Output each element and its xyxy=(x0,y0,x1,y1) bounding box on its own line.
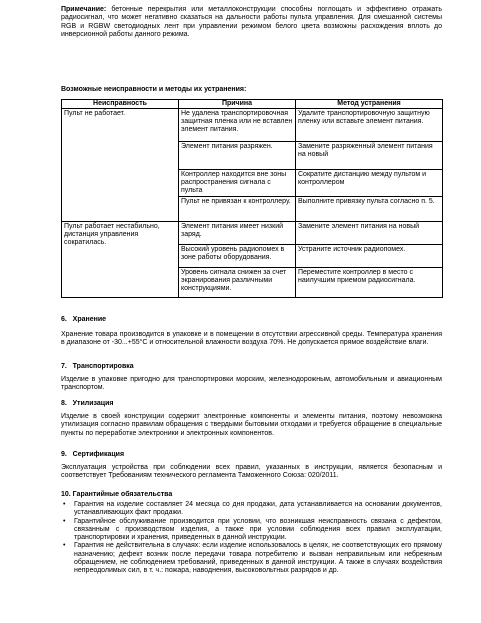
table-row xyxy=(62,222,443,245)
header-fix: Метод устранения xyxy=(296,100,443,109)
transport-text: Изделие в упаковке пригодно для транспортировки морским, железнодорожным, автомобильным и авиационным транспортом. xyxy=(61,376,442,392)
warranty-list xyxy=(61,501,442,576)
fault-cell: Пульт работает нестабильно, дистанция управления сократилась. xyxy=(62,222,179,298)
cause-cell: Элемент питания разряжен. xyxy=(179,142,296,170)
cause-cell: Высокий уровень радиопомех в зоне работы оборудования. xyxy=(179,245,296,268)
list-item: • Гарантия не действительна в случаях: если изделие использовалось в целях, не соответствующих его прямому назначению; дефект возник после передачи товара потребителю и вызван неправильным или небрежным обращением, не соблюдением требований, приведенных в данной инструкции. А также в случаях воздействия непреодолимых сил, в т. ч.: пожара, наводнения, высоковольтных разрядов и др. xyxy=(61,542,442,575)
fix-cell: Замените разряженный элемент питания на новый xyxy=(296,142,443,170)
header-fault: Неисправность xyxy=(62,100,179,109)
storage-text: Хранение товара производится в упаковке и в помещении в отсутствии агрессивной среды. Температура хранения в диапазоне от -30...+55°С и относительной влажности воздуха 70%. Не допускается прямое воздействие влаги. xyxy=(61,331,442,347)
table-header-row xyxy=(62,100,443,109)
fault-cell: Пульт не работает. xyxy=(62,109,179,222)
fix-cell: Переместите контроллер в место с наилучшим приемом радиосигнала. xyxy=(296,268,443,298)
note-text: бетонные перекрытия или металлоконструкции способны поглощать и эффективно отражать радиосигнал, что может негативно сказаться на дальности работы пульта управления. Для смешанной системы RGB и RGBW светодиодных лент при управлении режимом белого цвета возможны расхождения вплоть до инверсионной работы данного режима. xyxy=(61,6,442,38)
list-item: • Гарантийное обслуживание производится при условии, что возникшая неисправность связана с дефектом, связанным с производством изделия, а также при условии соблюдения всех правил эксплуатации, транспортировки и хранения, приведенных в данной инструкции. xyxy=(61,518,442,543)
warranty-title: 10. Гарантийные обязательства xyxy=(61,491,173,498)
cause-cell: Пульт не привязан к контроллеру. xyxy=(179,197,296,222)
cause-cell: Не удалена транспортировочная защитная пленка или не вставлен элемент питания. xyxy=(179,109,296,142)
cause-cell: Контроллер находится вне зоны распространения сигнала с пульта xyxy=(179,170,296,197)
table-row xyxy=(62,109,443,142)
certification-text: Эксплуатация устройства при соблюдении всех правил, указанных в инструкции, является безопасным и соответствует Требованиям технического регламента Таможенного Союза: 020/2011. xyxy=(61,464,442,480)
storage-title: 6. Хранение xyxy=(61,316,107,323)
transport-title: 7. Транспортировка xyxy=(61,363,134,370)
note-label: Примечание: xyxy=(61,6,107,13)
disposal-title: 8. Утилизация xyxy=(61,400,114,407)
disposal-text: Изделие в своей конструкции содержит электронные компоненты и элементы питания, поэтому невозможна утилизация согласно правилам обращения с твердыми бытовыми отходами и требуется обращение в специальные пункты по переработке электроники и электронных компонентов. xyxy=(61,413,442,437)
fix-cell: Удалите транспортировочную защитную пленку или вставьте элемент питания. xyxy=(296,109,443,142)
header-cause: Причина xyxy=(179,100,296,109)
cause-cell: Уровень сигнала снижен за счет экранирования различными конструкциями. xyxy=(179,268,296,298)
fix-cell: Выполните привязку пульта согласно п. 5. xyxy=(296,197,443,222)
note-paragraph xyxy=(61,6,442,39)
fix-cell: Устраните источник радиопомех. xyxy=(296,245,443,268)
faults-table xyxy=(61,99,443,298)
cause-cell: Элемент питания имеет низкий заряд. xyxy=(179,222,296,245)
fix-cell: Сократите дистанцию между пультом и контроллером xyxy=(296,170,443,197)
faults-title: Возможные неисправности и методы их устранения: xyxy=(61,86,247,93)
certification-title: 9. Сертификация xyxy=(61,451,125,458)
fix-cell: Замените элемент питания на новый xyxy=(296,222,443,245)
list-item: • Гарантия на изделие составляет 24 месяца со дня продажи, дата устанавливается на основании документов, устанавливающих факт продажи. xyxy=(61,501,442,518)
